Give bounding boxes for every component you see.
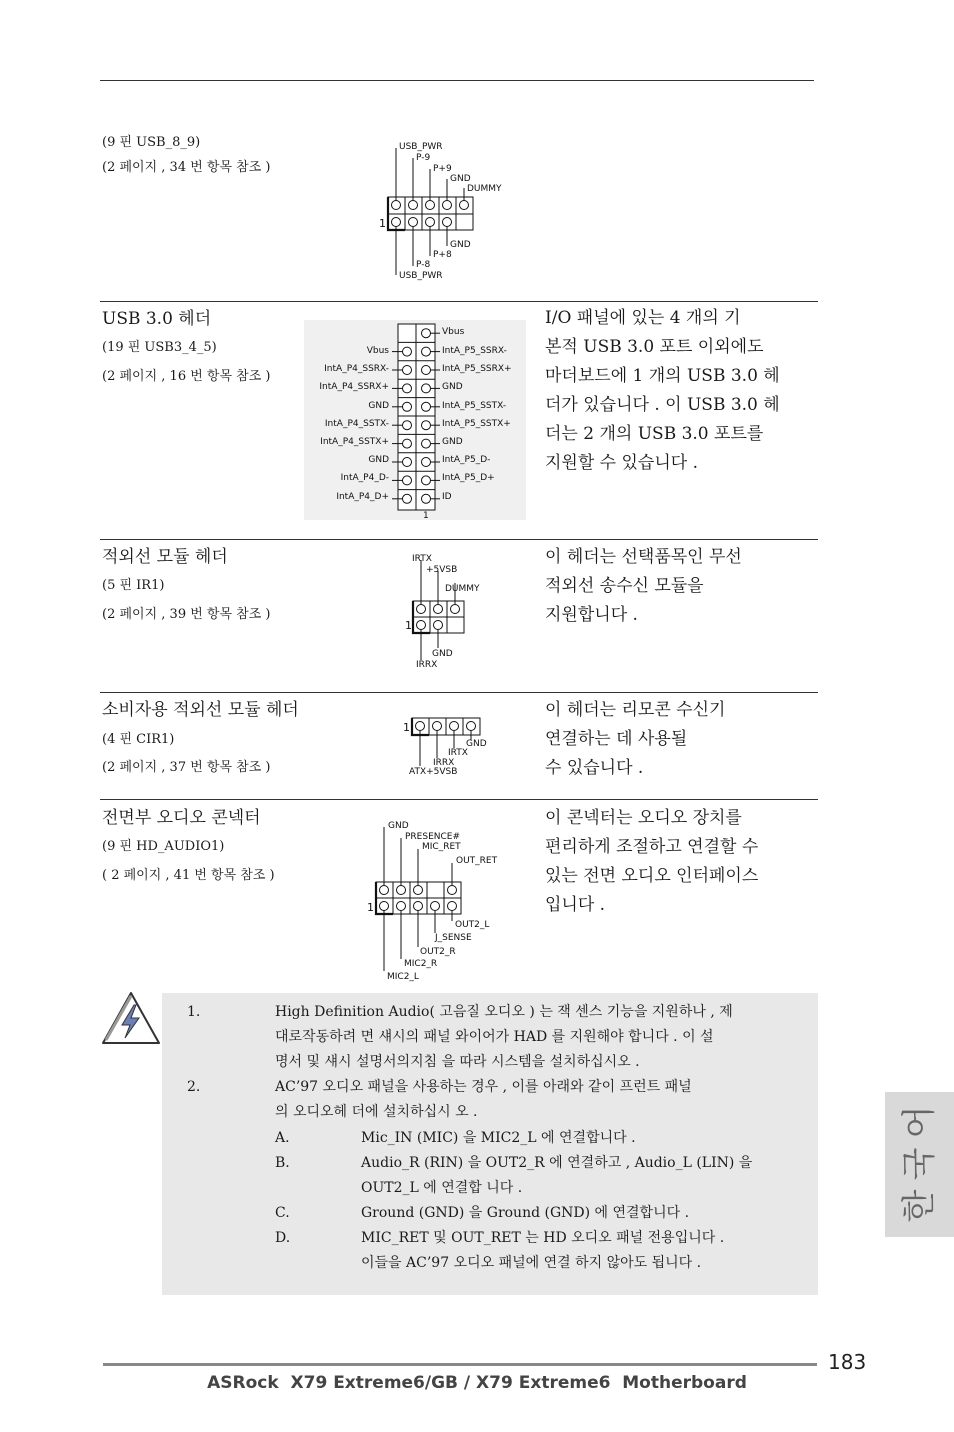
- section-divider: [100, 692, 818, 693]
- usb3-pin-diagram: [304, 320, 526, 520]
- usb3-ref: (2 페이지 , 16 번 항목 참조 ): [102, 369, 271, 384]
- usb3-title: USB 3.0 헤더: [102, 309, 212, 329]
- usb3-right-label: IntA_P5_D+: [442, 473, 495, 483]
- ir-label: IRTX: [412, 554, 432, 564]
- note-line: Ground (GND) 을 Ground (GND) 에 연결합니다 .: [361, 1205, 690, 1221]
- usb3-right-label: IntA_P5_SSRX-: [442, 346, 507, 356]
- audio-label: PRESENCE#: [405, 832, 461, 842]
- usb3-right-label: Vbus: [442, 327, 465, 337]
- note-number: 2.: [187, 1079, 201, 1095]
- usb3-left-label: IntA_P4_SSRX+: [319, 382, 389, 392]
- usb3-left-label: IntA_P4_SSTX+: [320, 437, 389, 447]
- note-sub-letter: C.: [275, 1205, 290, 1221]
- desc-line: 연결하는 데 사용될: [545, 729, 688, 749]
- ir-ref: (2 페이지 , 39 번 항목 참조 ): [102, 607, 271, 622]
- ir-pin-diagram: [400, 550, 510, 672]
- usb2-ref: (2 페이지 , 34 번 항목 참조 ): [102, 160, 271, 175]
- desc-line: 마더보드에 1 개의 USB 3.0 헤: [545, 366, 780, 386]
- ir-label: GND: [432, 649, 453, 659]
- usb3-left-label: IntA_P4_D+: [336, 492, 389, 502]
- usb2-label: P-9: [416, 153, 431, 163]
- note-line: 의 오디오헤 더에 설치하십시 오 .: [275, 1104, 478, 1120]
- desc-line: 편리하게 조절하고 연결할 수: [545, 837, 759, 857]
- usb3-left-label: IntA_P4_D-: [340, 473, 389, 483]
- section-divider: [100, 799, 818, 800]
- audio-label: MIC2_L: [387, 972, 419, 982]
- ir-pins: (5 핀 IR1): [102, 578, 165, 593]
- usb3-pin1: 1: [423, 511, 429, 520]
- usb3-right-label: ID: [442, 492, 452, 502]
- usb2-label: GND: [450, 240, 471, 250]
- note-sub-text: [361, 1151, 816, 1201]
- cir-label: IRTX: [448, 748, 468, 758]
- side-tab-label: [885, 1092, 954, 1237]
- usb3-description: [545, 304, 815, 478]
- note-line: 명서 및 섀시 설명서의지침 을 따라 시스템을 설치하십시오 .: [275, 1054, 640, 1070]
- audio-pin-diagram: [366, 815, 516, 985]
- note-sub-text: [361, 1201, 816, 1226]
- usb3-pins: (19 핀 USB3_4_5): [102, 340, 217, 355]
- usb2-label: USB_PWR: [399, 142, 443, 152]
- desc-line: 지원할 수 있습니다 .: [545, 453, 698, 473]
- notes-box: [162, 993, 818, 1295]
- ir-title: 적외선 모듈 헤더: [102, 547, 228, 567]
- desc-line: 적외선 송수신 모듈을: [545, 576, 704, 596]
- desc-line: 더는 2 개의 USB 3.0 포트를: [545, 424, 764, 444]
- ir-description: [545, 543, 815, 630]
- audio-label: GND: [388, 821, 409, 831]
- usb3-right-label: IntA_P5_D-: [442, 455, 491, 465]
- cir-pins: (4 핀 CIR1): [102, 732, 175, 747]
- audio-label: OUT_RET: [456, 856, 498, 866]
- usb3-right-label: GND: [442, 382, 463, 392]
- desc-line: 이 헤더는 리모콘 수신기: [545, 700, 726, 720]
- desc-line: 입니다 .: [545, 895, 606, 915]
- cir-label: IRRX: [433, 758, 455, 768]
- cir-title: 소비자용 적외선 모듈 헤더: [102, 700, 299, 720]
- desc-line: 본적 USB 3.0 포트 이외에도: [545, 337, 764, 357]
- side-tab-char: 한: [899, 1190, 940, 1223]
- usb2-label: USB_PWR: [399, 271, 443, 281]
- audio-label: MIC_RET: [422, 842, 461, 852]
- note-line: 이들을 AC’97 오디오 패널에 연결 하지 않아도 됩니다 .: [361, 1255, 702, 1271]
- cir-description: [545, 696, 815, 783]
- ir-label: IRRX: [416, 660, 438, 670]
- usb3-left-label: Vbus: [366, 346, 389, 356]
- usb3-right-label: IntA_P5_SSTX+: [442, 419, 511, 429]
- note-sub-letter: D.: [275, 1230, 291, 1246]
- note-line: Mic_IN (MIC) 을 MIC2_L 에 연결합니다 .: [361, 1130, 636, 1146]
- desc-line: I/O 패널에 있는 4 개의 기: [545, 308, 741, 328]
- usb2-label: P-8: [416, 260, 431, 270]
- desc-line: 이 콘넥터는 오디오 장치를: [545, 808, 742, 828]
- cir-pin-diagram: [400, 714, 500, 780]
- usb2-label: GND: [450, 174, 471, 184]
- audio-ref: ( 2 페이지 , 41 번 항목 참조 ): [102, 868, 275, 883]
- side-tab-char: 어: [899, 1106, 940, 1139]
- desc-line: 이 헤더는 선택품목인 무선: [545, 547, 742, 567]
- audio-pins: (9 핀 HD_AUDIO1): [102, 839, 225, 854]
- section-divider: [100, 301, 818, 302]
- usb3-left-label: IntA_P4_SSRX-: [324, 364, 389, 374]
- footer-rule: [103, 1363, 817, 1366]
- language-side-tab: [885, 1092, 954, 1237]
- usb2-label: P+8: [433, 250, 452, 260]
- note-sub-text: [361, 1126, 816, 1151]
- note-text: [275, 1000, 815, 1075]
- note-line: High Definition Audio( 고음질 오디오 ) 는 잭 센스 기능을 지원하나 , 제: [275, 1004, 733, 1020]
- side-tab-char: 국: [899, 1148, 940, 1181]
- audio-pin1: 1: [367, 901, 374, 914]
- usb2-label: DUMMY: [467, 184, 502, 194]
- note-line: Audio_R (RIN) 을 OUT2_R 에 연결하고 , Audio_L (LIN) 을: [361, 1155, 753, 1171]
- audio-title: 전면부 오디오 콘넥터: [102, 808, 261, 828]
- usb2-label: P+9: [433, 164, 452, 174]
- note-line: AC’97 오디오 패널을 사용하는 경우 , 이를 아래와 같이 프런트 패널: [275, 1079, 692, 1095]
- section-divider: [100, 539, 818, 540]
- audio-description: [545, 804, 815, 920]
- audio-label: J_SENSE: [435, 933, 472, 943]
- desc-line: 지원합니다 .: [545, 605, 638, 625]
- note-sub-letter: B.: [275, 1155, 290, 1171]
- cir-pin1: 1: [403, 721, 410, 734]
- usb3-right-label: IntA_P5_SSRX+: [442, 364, 512, 374]
- cir-label: GND: [466, 739, 487, 749]
- note-text: [275, 1075, 815, 1125]
- ir-label: DUMMY: [445, 584, 480, 594]
- note-sub-text: [361, 1226, 816, 1276]
- usb3-right-label: GND: [442, 437, 463, 447]
- usb3-right-label: IntA_P5_SSTX-: [442, 401, 507, 411]
- ir-pin1: 1: [405, 619, 412, 632]
- usb2-pin-diagram: [376, 138, 526, 288]
- audio-label: MIC2_R: [404, 959, 438, 969]
- desc-line: 더가 있습니다 . 이 USB 3.0 헤: [545, 395, 780, 415]
- note-number: 1.: [187, 1004, 201, 1020]
- ir-label: +5VSB: [426, 565, 458, 575]
- desc-line: 있는 전면 오디오 인터페이스: [545, 866, 759, 886]
- note-sub-letter: A.: [275, 1130, 290, 1146]
- usb3-left-label: GND: [368, 455, 389, 465]
- page-number: 183: [828, 1350, 867, 1374]
- usb3-left-label: IntA_P4_SSTX-: [324, 419, 389, 429]
- audio-label: OUT2_R: [420, 947, 456, 957]
- note-line: MIC_RET 및 OUT_RET 는 HD 오디오 패널 전용입니다 .: [361, 1230, 725, 1246]
- footer-title: ASRock X79 Extreme6/GB / X79 Extreme6 Motherboard: [207, 1373, 747, 1393]
- note-line: OUT2_L 에 연결합 니다 .: [361, 1180, 523, 1196]
- cir-ref: (2 페이지 , 37 번 항목 참조 ): [102, 760, 271, 775]
- note-line: 대로작동하려 면 섀시의 패널 와이어가 HAD 를 지원해야 합니다 . 이 설: [275, 1029, 714, 1045]
- usb2-pins: (9 핀 USB_8_9): [102, 135, 201, 150]
- desc-line: 수 있습니다 .: [545, 758, 644, 778]
- cir-label: ATX+5VSB: [409, 767, 458, 777]
- caution-icon: [100, 990, 162, 1048]
- usb3-left-label: GND: [368, 401, 389, 411]
- usb2-pin1: 1: [379, 217, 386, 230]
- header-rule: [100, 80, 814, 81]
- audio-label: OUT2_L: [455, 920, 490, 930]
